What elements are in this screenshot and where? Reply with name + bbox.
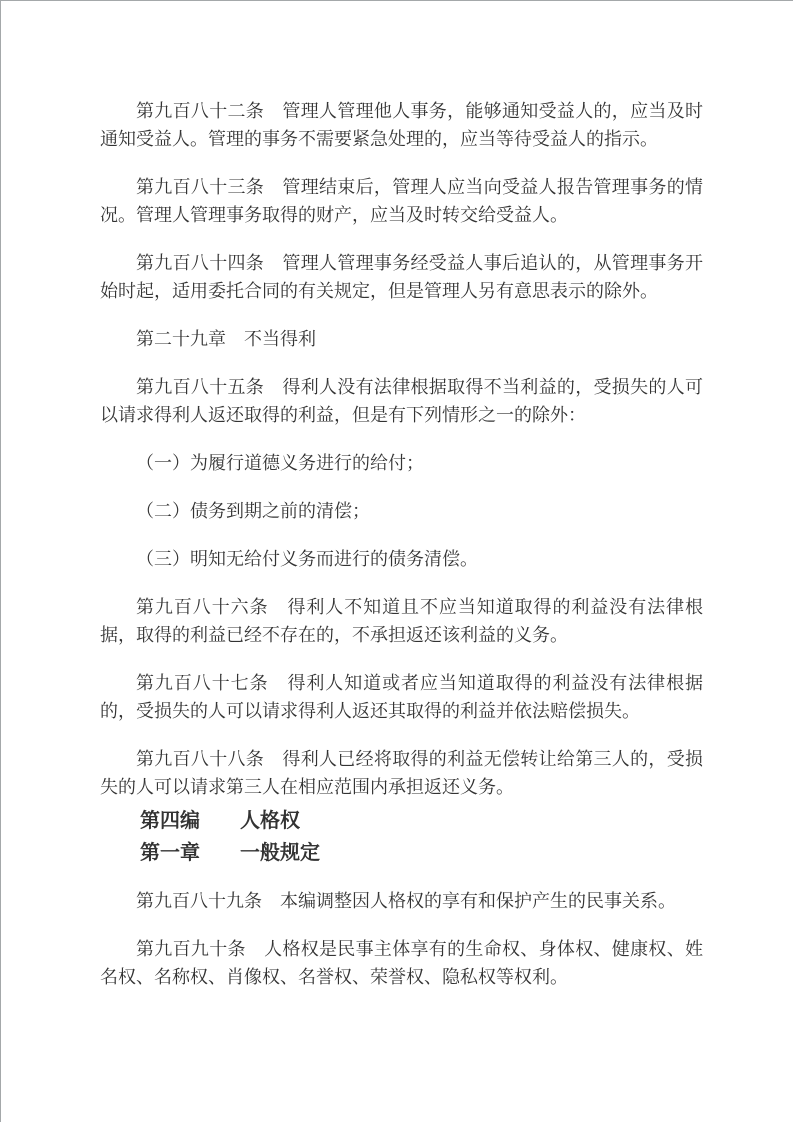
chapter-29-heading: 第二十九章 不当得利 xyxy=(136,329,316,349)
chapter-1-heading: 第一章 一般规定 xyxy=(140,842,320,864)
article-988: 第九百八十八条 得利人已经将取得的利益无偿转让给第三人的，受损失的人可以请求第三人在相应范围内承担返还义务。 xyxy=(100,749,703,797)
document-content xyxy=(1,1,793,991)
list-item-1: （一）为履行道德义务进行的给付； xyxy=(136,453,424,473)
article-987: 第九百八十七条 得利人知道或者应当知道取得的利益没有法律根据的，受损失的人可以请求得利人返还其取得的利益并依法赔偿损失。 xyxy=(100,673,703,721)
article-986: 第九百八十六条 得利人不知道且不应当知道取得的利益没有法律根据，取得的利益已经不存在的，不承担返还该利益的义务。 xyxy=(100,597,703,645)
article-985: 第九百八十五条 得利人没有法律根据取得不当利益的，受损失的人可以请求得利人返还取得的利益，但是有下列情形之一的除外： xyxy=(100,377,703,425)
article-990: 第九百九十条 人格权是民事主体享有的生命权、身体权、健康权、姓名权、名称权、肖像权、名誉权、荣誉权、隐私权等权利。 xyxy=(100,939,703,987)
part-4-heading: 第四编 人格权 xyxy=(140,810,300,832)
list-item-3: （三）明知无给付义务而进行的债务清偿。 xyxy=(136,549,478,569)
article-983: 第九百八十三条 管理结束后，管理人应当向受益人报告管理事务的情况。管理人管理事务取得的财产，应当及时转交给受益人。 xyxy=(100,177,703,225)
article-989: 第九百八十九条 本编调整因人格权的享有和保护产生的民事关系。 xyxy=(136,891,676,911)
list-item-2: （二）债务到期之前的清偿； xyxy=(136,501,370,521)
article-982: 第九百八十二条 管理人管理他人事务，能够通知受益人的，应当及时通知受益人。管理的事务不需要紧急处理的，应当等待受益人的指示。 xyxy=(100,101,703,149)
article-984: 第九百八十四条 管理人管理事务经受益人事后追认的，从管理事务开始时起，适用委托合同的有关规定，但是管理人另有意思表示的除外。 xyxy=(100,253,703,301)
